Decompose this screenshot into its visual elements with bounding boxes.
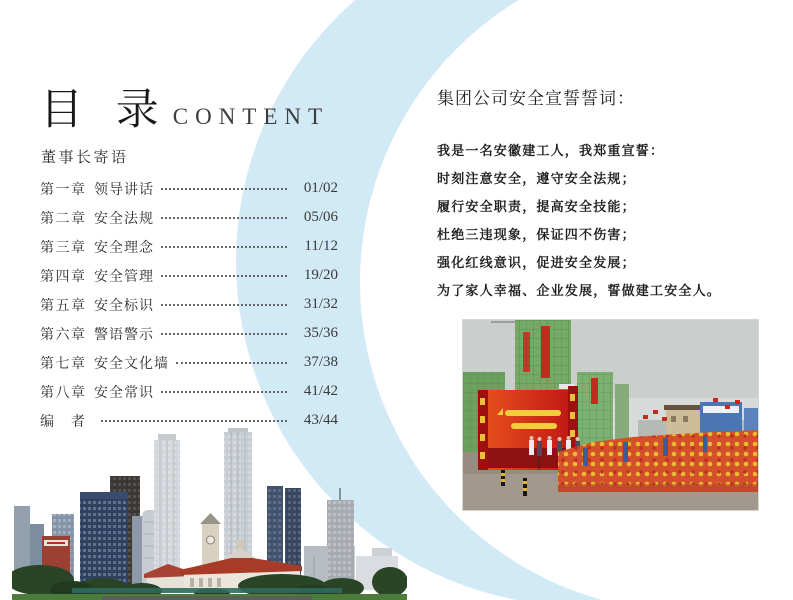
toc-heading (40, 76, 329, 137)
city-skyline-photo (12, 428, 407, 600)
toc-chapter-label: 第六章 (40, 327, 87, 343)
leader-dots (161, 391, 287, 393)
toc-row-5 (40, 290, 338, 319)
toc-list (40, 174, 338, 435)
preface-line: 董事长寄语 (41, 150, 129, 166)
toc-page-number: 19/20 (303, 267, 338, 283)
leader-dots (161, 217, 287, 219)
toc-page-number: 35/36 (303, 325, 338, 341)
pledge-body (437, 143, 782, 311)
toc-row-8 (40, 377, 338, 406)
leader-dots (101, 420, 287, 422)
toc-chapter-title: 警语警示 (94, 327, 154, 343)
toc-chapter-title: 安全理念 (94, 240, 154, 256)
toc-row-1 (40, 174, 338, 203)
toc-chapter-title: 领导讲话 (94, 182, 154, 198)
pledge-line: 强化红线意识，促进安全发展； (437, 255, 636, 270)
pledge-line: 履行安全职责，提高安全技能； (437, 199, 636, 214)
leader-dots (161, 275, 287, 277)
leader-dots (161, 333, 287, 335)
toc-page-number: 37/38 (303, 354, 338, 370)
pledge-line: 时刻注意安全，遵守安全法规； (437, 171, 636, 186)
pledge-line: 我是一名安徽建工人，我郑重宣誓： (437, 143, 665, 158)
pledge-title: 集团公司安全宣誓誓词： (437, 89, 635, 108)
toc-heading-en: CONTENT (172, 104, 330, 129)
toc-chapter-label: 第一章 (40, 182, 87, 198)
toc-chapter-label: 第五章 (40, 298, 87, 314)
toc-row-6 (40, 319, 338, 348)
toc-chapter-label: 第二章 (40, 211, 87, 227)
toc-page-number: 41/42 (303, 383, 338, 399)
toc-chapter-label: 第三章 (40, 240, 87, 256)
toc-page-number: 05/06 (303, 209, 338, 225)
toc-chapter-label: 第四章 (40, 269, 87, 285)
leader-dots (161, 246, 287, 248)
toc-chapter-label: 编 者 (40, 414, 87, 430)
toc-row-4 (40, 261, 338, 290)
toc-chapter-title: 安全常识 (94, 385, 154, 401)
toc-chapter-title: 安全标识 (94, 298, 154, 314)
leader-dots (176, 362, 287, 364)
safety-pledge-ceremony-photo (462, 319, 759, 511)
toc-page-number: 43/44 (303, 412, 338, 428)
pledge-line: 为了家人幸福、企业发展，誓做建工安全人。 (437, 283, 722, 298)
toc-page-number: 01/02 (303, 180, 338, 196)
toc-page-number: 11/12 (304, 238, 338, 254)
toc-page-number: 31/32 (303, 296, 338, 312)
toc-chapter-title: 安全管理 (94, 269, 154, 285)
toc-row-3 (40, 232, 338, 261)
toc-row-7 (40, 348, 338, 377)
toc-chapter-title: 安全法规 (94, 211, 154, 227)
toc-chapter-label: 第七章 (40, 356, 87, 372)
pledge-line: 杜绝三违现象，保证四不伤害； (437, 227, 636, 242)
leader-dots (161, 188, 287, 190)
toc-chapter-label: 第八章 (40, 385, 87, 401)
toc-heading-cn: 目 录 (40, 87, 161, 134)
toc-row-2 (40, 203, 338, 232)
leader-dots (161, 304, 287, 306)
toc-chapter-title: 安全文化墙 (94, 356, 169, 372)
